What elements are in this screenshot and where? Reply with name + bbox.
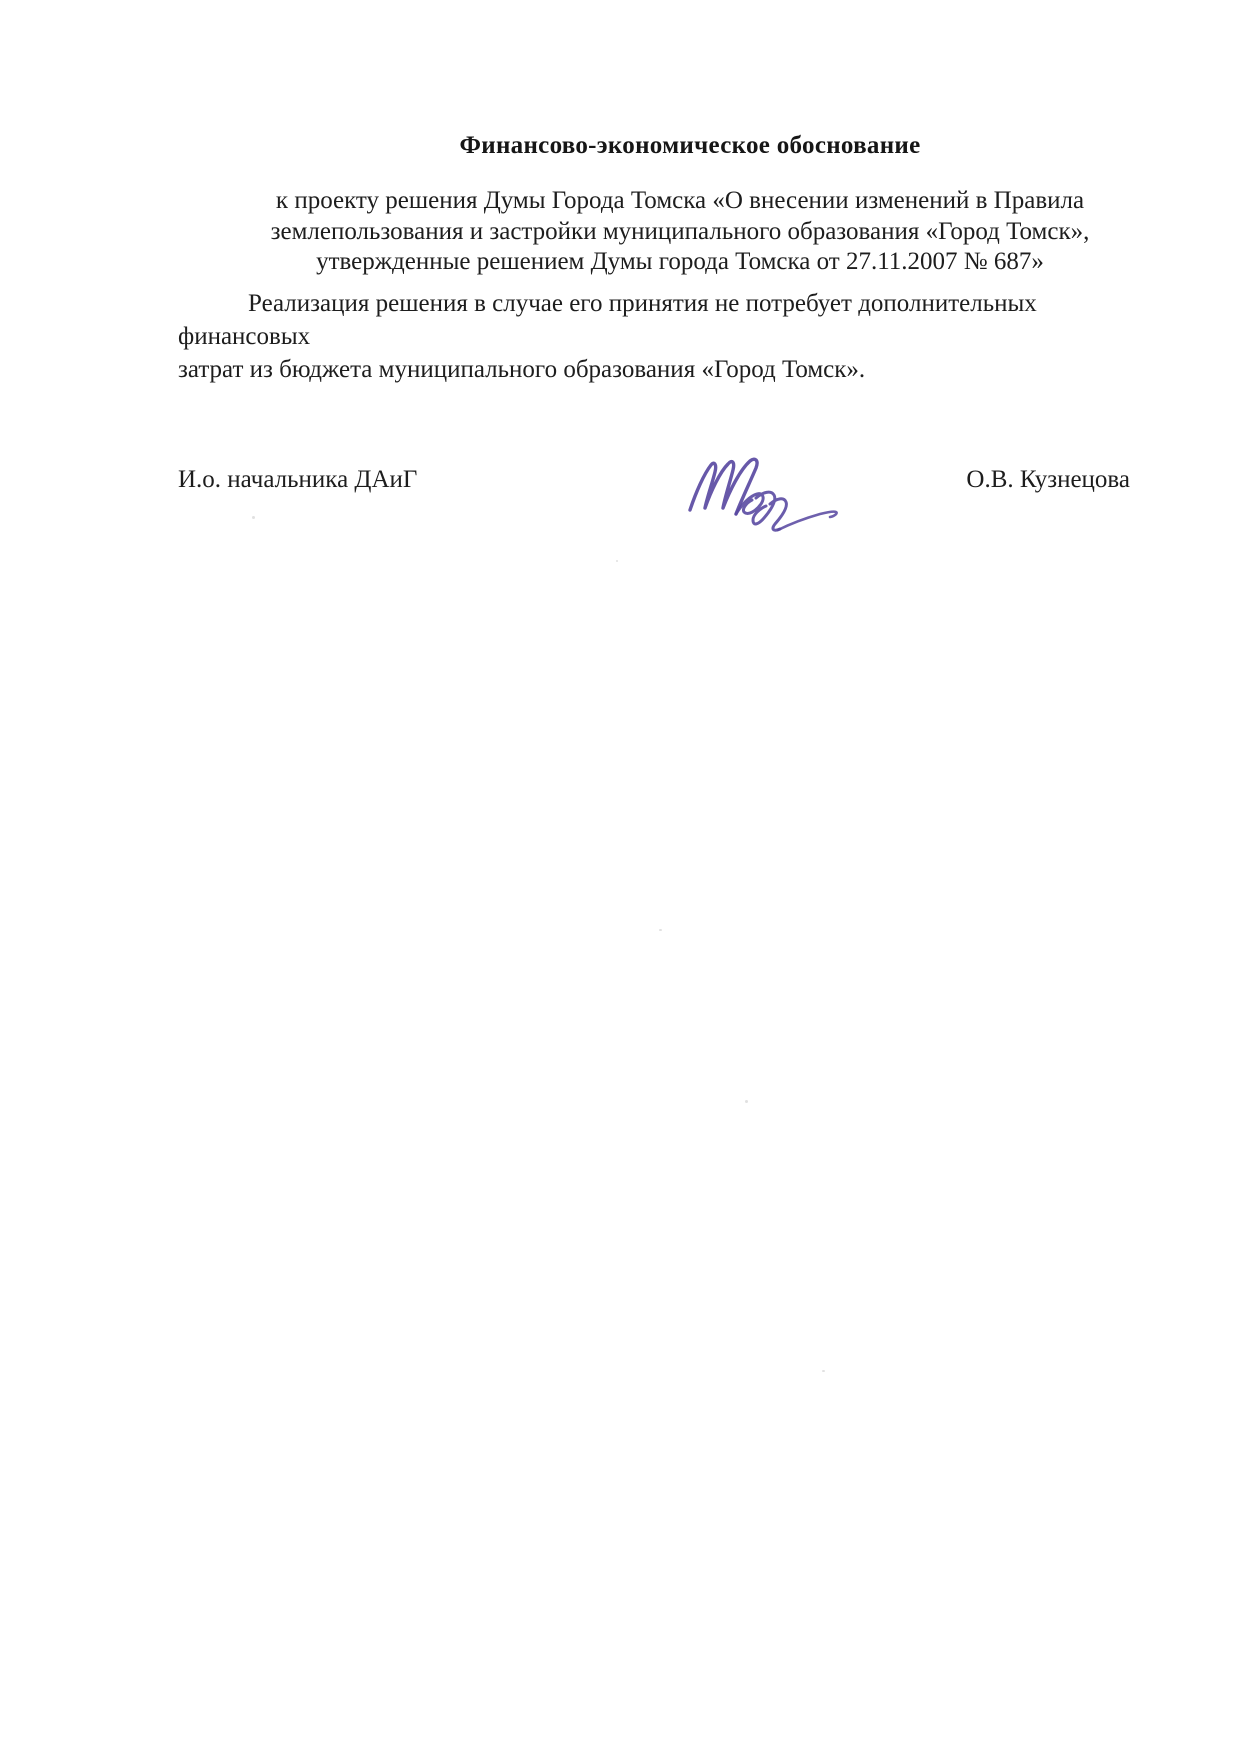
subtitle-line: землепользования и застройки муниципального образования «Город Томск», — [270, 217, 1090, 245]
scan-speck — [745, 1100, 748, 1103]
handwritten-signature-ink — [678, 446, 850, 548]
body-line: Реализация решения в случае его принятия не потребует дополнительных финансовых — [178, 290, 1037, 350]
scan-speck — [616, 560, 618, 562]
document-subtitle — [150, 186, 1210, 278]
subtitle-line: к проекту решения Думы Города Томска «О внесении изменений в Правила — [275, 187, 1085, 214]
subtitle-line: утвержденные решением Думы города Томска от 27.11.2007 № 687» — [316, 248, 1044, 275]
document-title: Финансово-экономическое обоснование — [459, 132, 921, 159]
body-line: затрат из бюджета муниципального образования «Город Томск». — [178, 356, 866, 383]
scan-speck — [659, 929, 662, 931]
signer-position-label: И.о. начальника ДАиГ — [178, 466, 418, 493]
body-paragraph — [178, 287, 1103, 386]
signer-name: О.В. Кузнецова — [966, 466, 1130, 493]
signature-row — [178, 466, 1130, 494]
scan-speck — [822, 1370, 825, 1372]
scan-speck — [252, 516, 255, 519]
